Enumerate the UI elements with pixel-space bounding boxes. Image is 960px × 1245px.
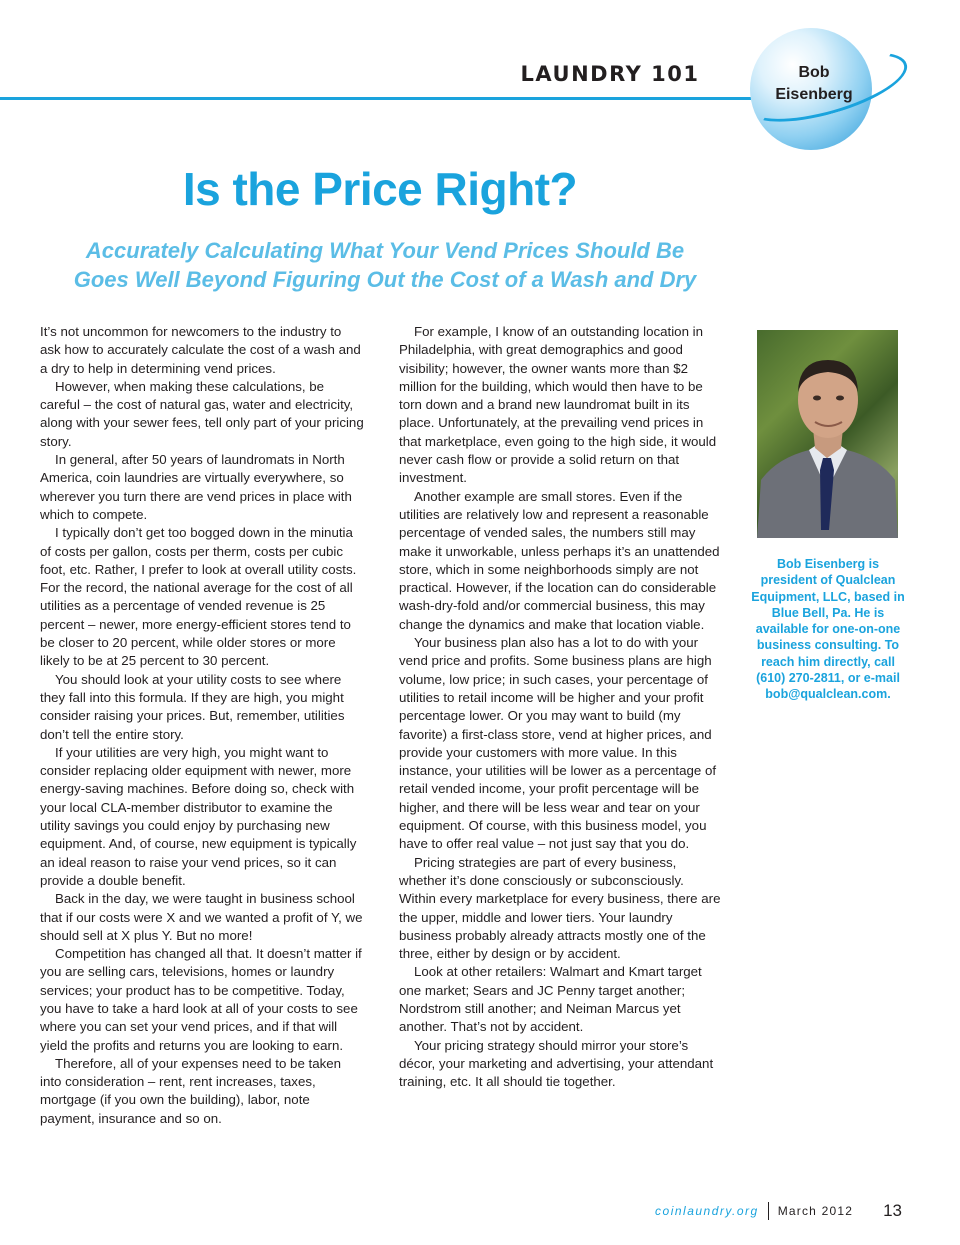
paragraph: For example, I know of an outstanding location in Philadelphia, with great demographics and good visibility; however, the owner wants more than $2 million for the building, which would then have to be torn down and a brand new laundromat built in its place. Unfortunately, at the prevailing vend prices in that marketplace, even going to the high side, it would never cash flow or provide a solid return on that investment.	[399, 324, 717, 486]
section-label: LAUNDRY 101	[520, 62, 700, 86]
paragraph: You should look at your utility costs to see where they fall into this formula. If they are high, you might consider raising your prices. But, remember, utilities don’t tell the entire story.	[40, 671, 345, 742]
paragraph: Therefore, all of your expenses need to be taken into consideration – rent, rent increases, taxes, mortgage (if you own the building), labor, note payment, insurance and so on.	[40, 1055, 342, 1126]
paragraph: However, when making these calculations, be careful – the cost of natural gas, water and electricity, along with your sewer fees, tell only part of your pricing story.	[40, 378, 364, 449]
article-column-2	[399, 323, 724, 1091]
paragraph: In general, after 50 years of laundromats in North America, coin laundries are virtually everywhere, so wherever you turn there are vend prices in place with which to compete.	[40, 452, 352, 522]
paragraph: Your pricing strategy should mirror your store’s décor, your marketing and advertising, your attendant training, etc. It all should tie together.	[399, 1037, 714, 1090]
page-number: 13	[883, 1201, 902, 1220]
paragraph: Another example are small stores. Even if the utilities are relatively low and represent a reasonable percentage of vended sales, the numbers still may make it unworkable, unless perhaps it’s an unattended store, which in some neighborhoods simply are not practical. However, if the location can do considerable wash-dry-fold and/or commercial business, this may change the dynamics and make that location viable.	[399, 488, 720, 632]
paragraph: It’s not uncommon for newcomers to the industry to ask how to accurately calculate the cost of a wash and a dry to help in determining vend prices.	[40, 324, 361, 376]
article-title: Is the Price Right?	[182, 163, 578, 215]
subtitle-line: Goes Well Beyond Figuring Out the Cost of a Wash and Dry	[73, 267, 697, 292]
footer-date: March 2012	[777, 1204, 854, 1218]
paragraph: Competition has changed all that. It doesn’t matter if you are selling cars, televisions, homes or laundry services; your product has to be competitive. Today, you have to take a hard look at all of your costs to see where you can set your vend prices, and if that will yield the profits and returns you are looking to earn.	[40, 946, 362, 1053]
author-first-name: Bob	[798, 64, 830, 81]
article-column-1	[40, 323, 365, 1128]
paragraph: Back in the day, we were taught in business school that if our costs were X and we wanted a profit of Y, we should sell at X plus Y. But no more!	[40, 891, 363, 943]
subtitle-line: Accurately Calculating What Your Vend Prices Should Be	[85, 238, 685, 263]
author-photo	[757, 330, 898, 538]
author-last-name: Eisenberg	[775, 86, 853, 103]
paragraph: If your utilities are very high, you might want to consider replacing older equipment with newer, more energy-saving machines. Before doing so, check with your local CLA-member distributor to examine the utility savings you could enjoy by purchasing new equipment. And, of course, new equipment is typically an ideal reason to raise your vend prices, so it can provide a double benefit.	[40, 744, 357, 888]
page-footer	[655, 1200, 902, 1222]
author-bio: Bob Eisenberg is president of Qualclean Equipment, LLC, based in Blue Bell, Pa. He is available for one-on-one business consulting. To reach him directly, call (610) 270-2811, or e-mail bob@qualclean.com.	[751, 557, 905, 702]
header-rule	[0, 97, 800, 100]
footer-website: coinlaundry.org	[655, 1204, 759, 1218]
paragraph: Your business plan also has a lot to do with your vend price and profits. Some business plans are high volume, low price; in such cases, your percentage of utilities to retail income will be higher and your profit percentage lower. Or you may want to build (my favorite) a first-class store, vend at higher prices, and provide your customers with more value. In this instance, your utilities will be lower as a percentage of retail vended income, your profit percentage will be higher, and there will be less wear and tear on your equipment. Of course, with this business model, you have to offer real value – not just say that you do.	[399, 635, 717, 852]
paragraph: I typically don’t get too bogged down in the minutia of costs per gallon, costs per therm, costs per cubic foot, etc. Rather, I prefer to look at overall utility costs. For the record, the national average for the cost of all utilities as a percentage of vended revenue is 25 percent – newer, more energy-efficient stores tend to be closer to 20 percent, while older stores or more likely to be at 25 percent to 30 percent.	[40, 525, 357, 669]
paragraph: Look at other retailers: Walmart and Kmart target one market; Sears and JC Penny target another; Nordstrom still another; and Neiman Marcus yet another. That’s not by accident.	[399, 964, 702, 1035]
columnist-name	[755, 62, 873, 106]
article-subtitle	[40, 236, 730, 294]
footer-separator	[768, 1202, 769, 1220]
paragraph: Pricing strategies are part of every business, whether it’s done consciously or subconsciously. Within every marketplace for every business, there are the upper, middle and lower tiers. Your laundry business probably already attracts mostly one of the three, either by design or by accident.	[399, 854, 721, 962]
